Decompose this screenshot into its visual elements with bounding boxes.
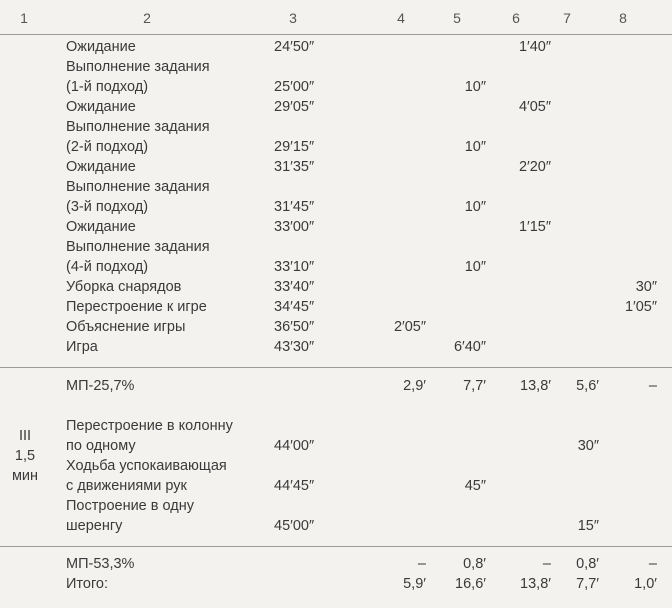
- cell-c2: Ходьба успокаивающая: [66, 458, 227, 474]
- table-row: [0, 97, 672, 117]
- cell-c2: Перестроение в колонну: [66, 418, 233, 434]
- cell-c3: 31′35″: [274, 159, 315, 175]
- cell-c3: 34′45″: [274, 299, 315, 315]
- cell-c2: Объяснение игры: [66, 319, 186, 335]
- table-row: [0, 217, 672, 237]
- col-header-4: 4: [397, 10, 405, 26]
- cell-c2: Ожидание: [66, 159, 136, 175]
- cell-c5: 0,8′: [463, 556, 486, 572]
- cell-c8: –: [648, 556, 657, 572]
- cell-c3: 31′45″: [274, 199, 315, 215]
- cell-c5: 16,6′: [455, 576, 486, 592]
- table-row: [0, 137, 672, 157]
- cell-c5: 7,7′: [463, 378, 486, 394]
- col-header-7: 7: [563, 10, 571, 26]
- table-row: [0, 456, 672, 476]
- section-rule-2: [0, 546, 672, 547]
- col-header-1: 1: [20, 10, 28, 26]
- cell-c8: 1,0′: [634, 576, 657, 592]
- cell-c2: шеренгу: [66, 518, 123, 534]
- cell-c3: 36′50″: [274, 319, 315, 335]
- cell-c2: Выполнение задания: [66, 239, 210, 255]
- cell-c2: Выполнение задания: [66, 119, 210, 135]
- table-row: [0, 197, 672, 217]
- cell-c7: 7,7′: [576, 576, 599, 592]
- table-row: [0, 476, 672, 496]
- col-header-6: 6: [512, 10, 520, 26]
- col-header-5: 5: [453, 10, 461, 26]
- cell-c6: 4′05″: [518, 99, 551, 115]
- cell-c5: 10″: [464, 79, 486, 95]
- table-row: [0, 117, 672, 137]
- cell-c3: 33′00″: [274, 219, 315, 235]
- table-row: [0, 297, 672, 317]
- col-header-2: 2: [143, 10, 151, 26]
- cell-c3: 45′00″: [274, 518, 315, 534]
- cell-c3: 44′00″: [274, 438, 315, 454]
- table-row: [0, 574, 672, 594]
- cell-c7: 30″: [577, 438, 599, 454]
- cell-c5: 10″: [464, 259, 486, 275]
- table-row: [0, 554, 672, 574]
- table-row: [0, 416, 672, 436]
- table-row: [0, 337, 672, 357]
- col-header-3: 3: [289, 10, 297, 26]
- cell-c2: по одному: [66, 438, 136, 454]
- cell-c2: Выполнение задания: [66, 179, 210, 195]
- section-unit: мин: [11, 468, 39, 484]
- table-row: [0, 37, 672, 57]
- cell-c4: 2′05″: [393, 319, 426, 335]
- cell-c6: –: [542, 556, 551, 572]
- cell-c6: 13,8′: [520, 576, 551, 592]
- cell-c2: (1-й подход): [66, 79, 149, 95]
- cell-c3: 33′40″: [274, 279, 315, 295]
- cell-c7: 5,6′: [576, 378, 599, 394]
- cell-c8: 30″: [635, 279, 657, 295]
- table-row: [0, 77, 672, 97]
- cell-c2: Ожидание: [66, 99, 136, 115]
- cell-c4: –: [417, 556, 426, 572]
- col-header-8: 8: [619, 10, 627, 26]
- cell-c3: 29′05″: [274, 99, 315, 115]
- cell-c3: 29′15″: [274, 139, 315, 155]
- header-rule: [0, 34, 672, 35]
- table-row: [0, 516, 672, 536]
- cell-c4: 5,9′: [403, 576, 426, 592]
- cell-c5: 10″: [464, 139, 486, 155]
- cell-c4: 2,9′: [403, 378, 426, 394]
- table-row: [0, 157, 672, 177]
- table-row: [0, 57, 672, 77]
- table-row: [0, 237, 672, 257]
- cell-c2: (4-й подход): [66, 259, 149, 275]
- table-row: [0, 496, 672, 516]
- table-row: [0, 257, 672, 277]
- table-row: [0, 376, 672, 396]
- cell-c2: (2-й подход): [66, 139, 149, 155]
- cell-c2: Ожидание: [66, 39, 136, 55]
- cell-c2: (3-й подход): [66, 199, 149, 215]
- table-row: [0, 317, 672, 337]
- section-number: III: [18, 428, 32, 444]
- table-row: [0, 177, 672, 197]
- cell-c7: 15″: [577, 518, 599, 534]
- cell-c2: МП-25,7%: [66, 378, 135, 394]
- cell-c2: Уборка снарядов: [66, 279, 182, 295]
- cell-c6: 1′15″: [518, 219, 551, 235]
- cell-c2: Построение в одну: [66, 498, 194, 514]
- table-row: [0, 436, 672, 456]
- cell-c2: МП-53,3%: [66, 556, 135, 572]
- cell-c5: 45″: [464, 478, 486, 494]
- cell-c8: –: [648, 378, 657, 394]
- cell-c3: 43′30″: [274, 339, 315, 355]
- cell-c8: 1′05″: [624, 299, 657, 315]
- cell-c3: 33′10″: [274, 259, 315, 275]
- cell-c2: с движениями рук: [66, 478, 187, 494]
- cell-c2: Игра: [66, 339, 98, 355]
- cell-c6: 1′40″: [518, 39, 551, 55]
- cell-c2: Выполнение задания: [66, 59, 210, 75]
- section-duration: 1,5: [14, 448, 36, 464]
- cell-c6: 13,8′: [520, 378, 551, 394]
- cell-c3: 44′45″: [274, 478, 315, 494]
- table-row: [0, 277, 672, 297]
- cell-c5: 6′40″: [453, 339, 486, 355]
- cell-c5: 10″: [464, 199, 486, 215]
- cell-c3: 25′00″: [274, 79, 315, 95]
- section-rule-1: [0, 367, 672, 368]
- cell-c3: 24′50″: [274, 39, 315, 55]
- cell-c7: 0,8′: [576, 556, 599, 572]
- cell-c2: Перестроение к игре: [66, 299, 207, 315]
- cell-c6: 2′20″: [518, 159, 551, 175]
- cell-c2: Ожидание: [66, 219, 136, 235]
- cell-c2: Итого:: [66, 576, 109, 592]
